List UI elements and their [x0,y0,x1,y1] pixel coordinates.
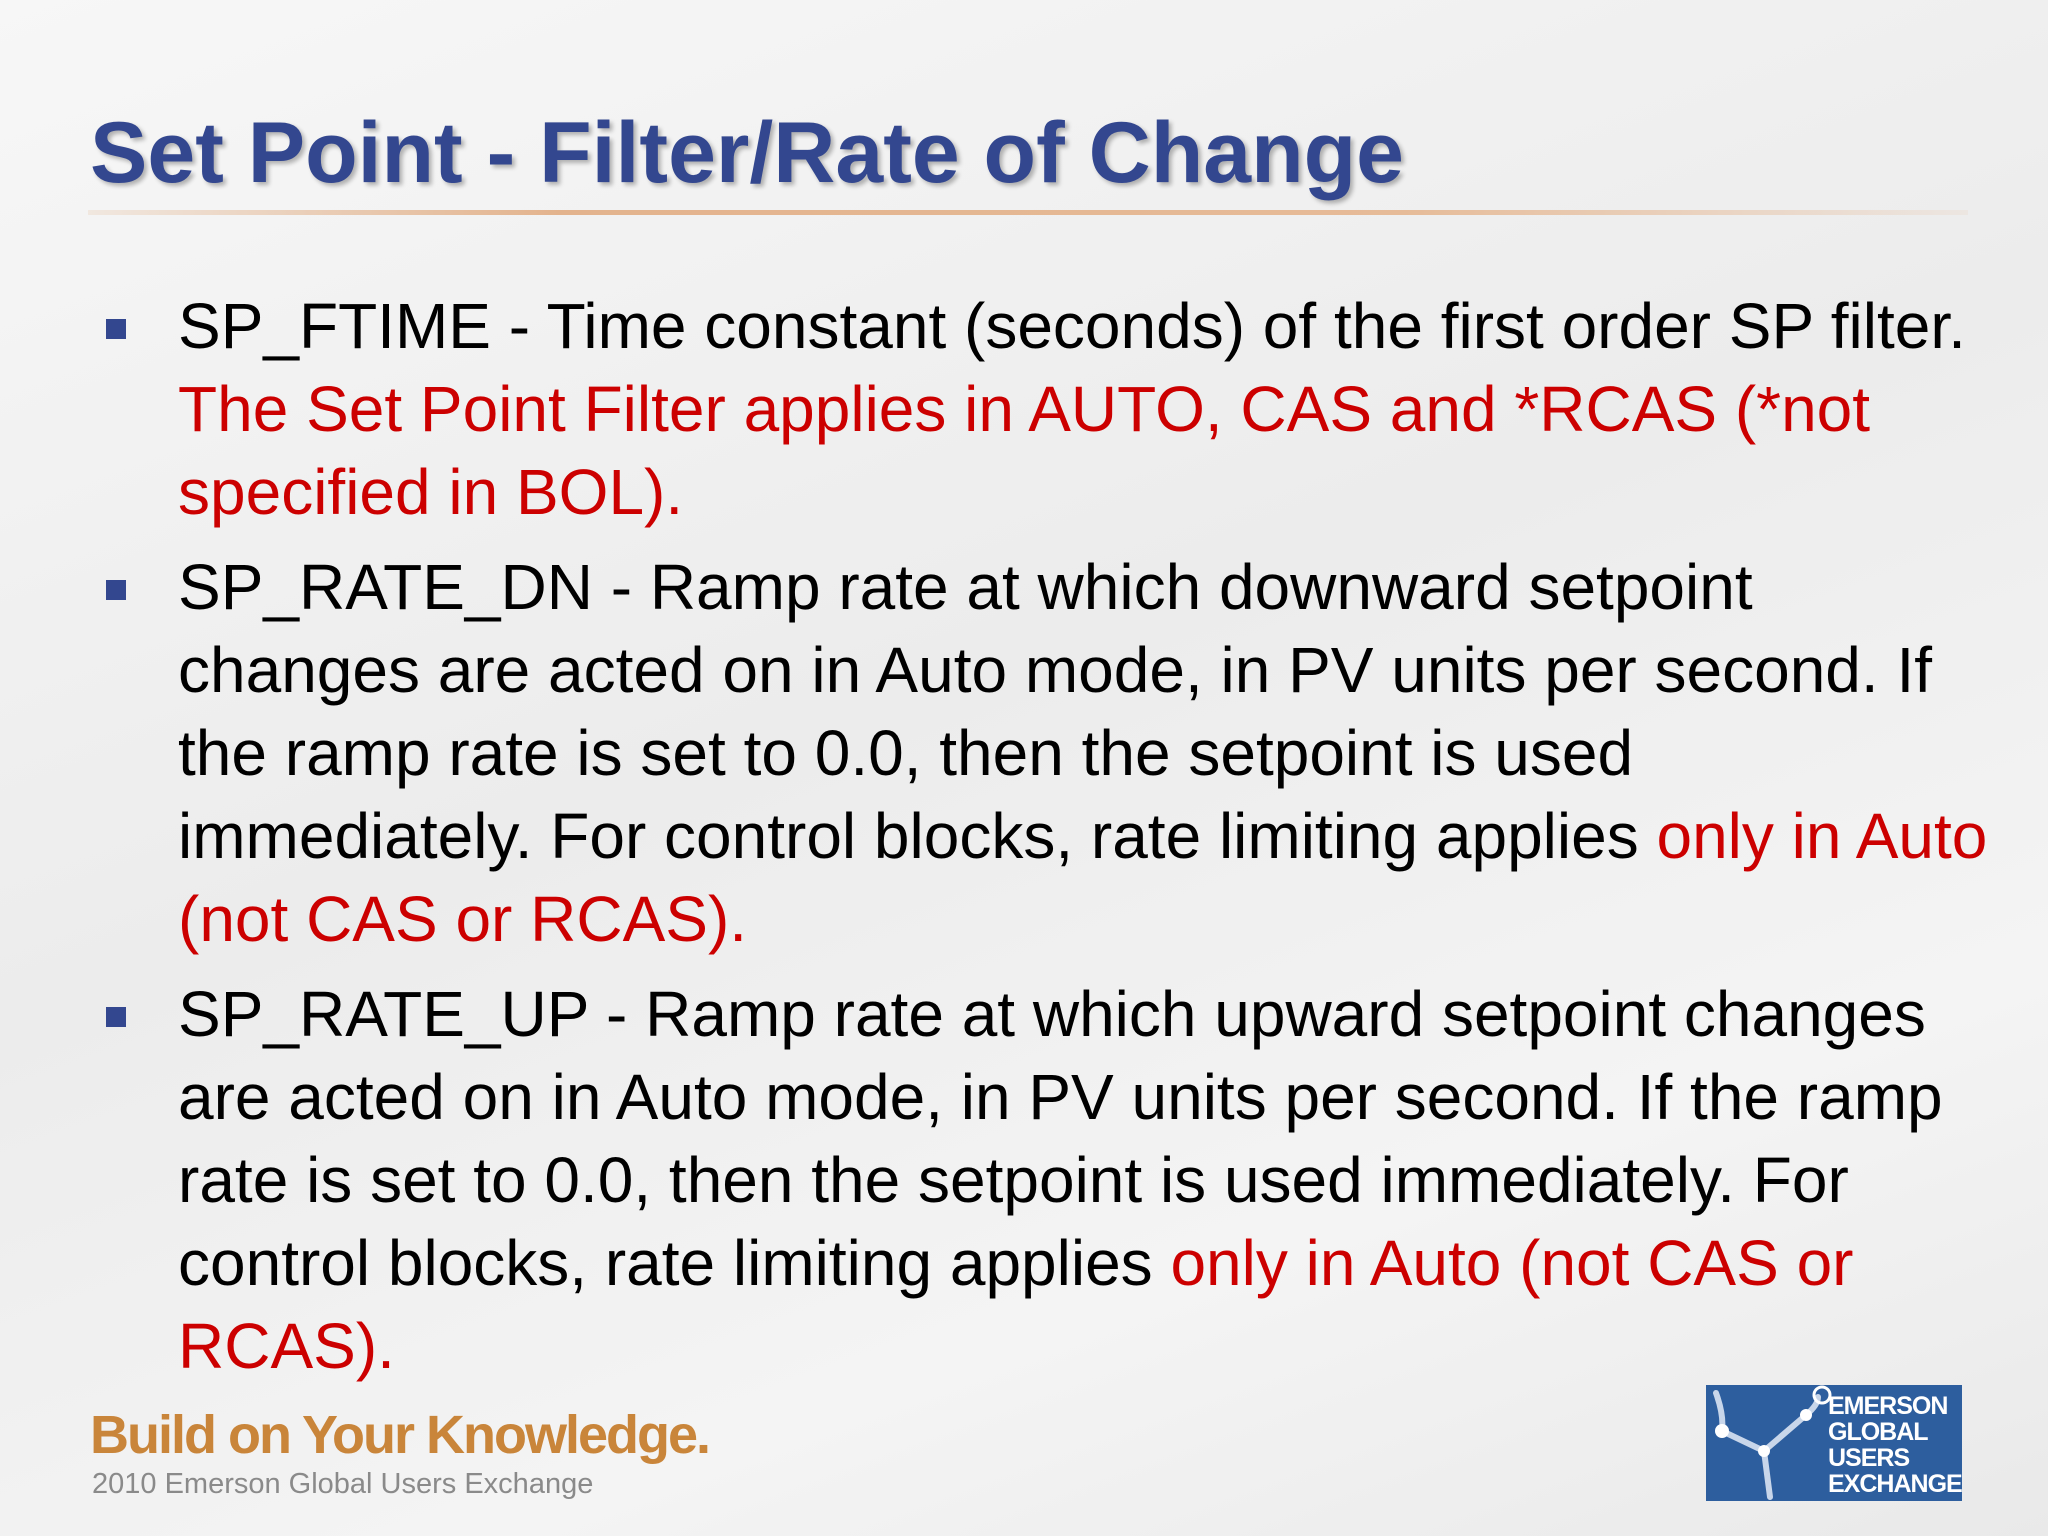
title-underline [88,210,1968,215]
bullet-item-sp-ftime [0,285,2048,534]
bullet-highlight: The Set Point Filter applies in AUTO, CAS and *RCAS (*not specified in BOL). [178,373,1871,528]
square-bullet-icon [106,580,126,600]
bullet-highlight: only in Auto (not CAS or RCAS). [178,1227,1854,1382]
bullet-text: SP_RATE_UP - Ramp rate at which upward setpoint changes are acted on in Auto mode, in PV units per second. If the ramp rate is set to 0.0, then the setpoint is used immediately. For control blocks, rate limiting applies [178,978,1943,1299]
emerson-global-users-exchange-logo [1706,1385,1962,1501]
footer-subtitle: 2010 Emerson Global Users Exchange [92,1468,594,1500]
logo-text [1828,1393,1962,1497]
logo-line-global: GLOBAL [1828,1418,1928,1446]
bullet-list [0,285,2048,1388]
bullet-text: SP_FTIME - Time constant (seconds) of the first order SP filter. [178,290,1966,362]
bullet-text: SP_RATE_DN - Ramp rate at which downward setpoint changes are acted on in Auto mode, in PV units per second. If the ramp rate is set to 0.0, then the setpoint is used immediately. For control blocks, rate limiting applies [178,551,1932,872]
bullet-item-sp-rate-up [0,973,2048,1388]
footer-tagline: Build on Your Knowledge. [90,1405,709,1465]
logo-line-users: USERS [1828,1444,1910,1472]
square-bullet-icon [106,1007,126,1027]
logo-line-exchange: EXCHANGE [1828,1470,1962,1498]
bullet-highlight: only in Auto (not CAS or RCAS). [178,800,1988,955]
logo-line-emerson: EMERSON [1828,1392,1948,1420]
square-bullet-icon [106,319,126,339]
bullet-item-sp-rate-dn [0,546,2048,961]
slide-title: Set Point - Filter/Rate of Change [90,105,1404,201]
